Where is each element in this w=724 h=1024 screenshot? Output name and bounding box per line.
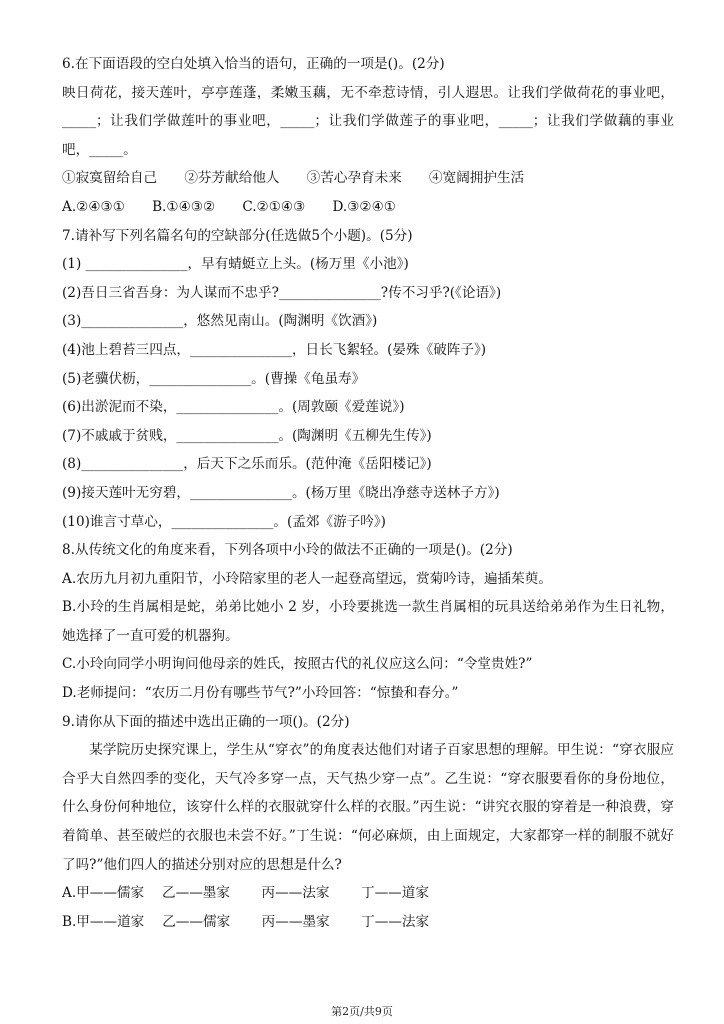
q7-title: 7.请补写下列名篇名句的空缺部分(任选做5个小题)。(5分) bbox=[62, 227, 413, 244]
q6-items: ①寂寞留给自己 ②芬芳献给他人 ③苦心孕育未来 ④宽阔拥护生活 bbox=[62, 170, 525, 187]
q7-item: (9)接天莲叶无穷碧，_______________。(杨万里《晓出净慈寺送林子方》) bbox=[62, 484, 500, 501]
q7-item: (5)老骥伏枥，_______________。(曹操《龟虽寿》 bbox=[62, 370, 366, 387]
q8-option-b: B.小玲的生肖属相是蛇，弟弟比她小 2 岁，小玲要挑选一款生肖属相的玩具送给弟弟作为生日礼物，她选择了一直可爱的机器狗。 bbox=[62, 599, 674, 644]
q7-item: (4)池上碧苔三四点，_______________，日长飞絮轻。(晏殊《破阵子》) bbox=[62, 341, 487, 358]
q9-option-b: B.甲——道家 乙——儒家 丙——墨家 丁——法家 bbox=[62, 913, 430, 930]
q7-item: (8)_______________，后天下之乐而乐。(范仲淹《岳阳楼记》) bbox=[62, 456, 432, 473]
page-content bbox=[62, 50, 674, 936]
q9-title: 9.请你从下面的描述中选出正确的一项()。(2分) bbox=[62, 713, 350, 730]
q7-item: (1) _______________，早有蜻蜓立上头。(杨万里《小池》) bbox=[62, 256, 409, 273]
q9-option-a: A.甲——儒家 乙——墨家 丙——法家 丁——道家 bbox=[62, 885, 429, 902]
q9-passage: 某学院历史探究课上，学生从“穿衣”的角度表达他们对诸子百家思想的理解。甲生说：“穿衣服应合乎大自然四季的变化，天气冷多穿一点，天气热少穿一点”。乙生说：“穿衣服要看你的身份地位，什么身份何种地位，该穿什么样的衣服就穿什么样的衣服。”丙生说：“讲究衣服的穿着是一种浪费，穿着简单、甚至破烂的衣服也未尝不好。”丁生说：“何必麻烦，由上面规定，大家都穿一样的制服不就好了吗?”他们四人的描述分别对应的思想是什么? bbox=[62, 742, 674, 873]
q7-item: (10)谁言寸草心，_______________。(孟郊《游子吟》) bbox=[62, 513, 386, 530]
q6-passage: 映日荷花，接天莲叶，亭亭莲蓬，柔嫩玉藕，无不牵惹诗情，引人遐思。让我们学做荷花的事业吧，_____；让我们学做莲叶的事业吧，_____；让我们学做莲子的事业吧，_____；让我们学做藕的事业吧，_____。 bbox=[62, 84, 674, 158]
page-footer: 第2页/共9页 bbox=[331, 1005, 393, 1018]
q8-option-a: A.农历九月初九重阳节，小玲陪家里的老人一起登高望远，赏菊吟诗，遍插茱萸。 bbox=[62, 570, 552, 587]
q8-option-d: D.老师提问：“农历二月份有哪些节气?”小玲回答：“惊蛰和春分。” bbox=[62, 685, 459, 702]
q8-option-c: C.小玲向同学小明询问他母亲的姓氏，按照古代的礼仪应这么问：“令堂贵姓?” bbox=[62, 656, 533, 673]
q8-title: 8.从传统文化的角度来看，下列各项中小玲的做法不正确的一项是()。(2分) bbox=[62, 542, 513, 559]
q7-item: (3)_______________，悠然见南山。(陶渊明《饮酒》) bbox=[62, 313, 378, 330]
q7-item: (7)不戚戚于贫贱，_______________。(陶渊明《五柳先生传》) bbox=[62, 427, 432, 444]
q7-item: (6)出淤泥而不染，_______________。(周敦颐《爱莲说》) bbox=[62, 399, 405, 416]
q6-options: A.②④③① B.①④③② C.②①④③ D.③②④① bbox=[62, 198, 396, 215]
q7-item: (2)吾日三省吾身：为人谋而不忠乎?_______________?传不习乎?(《论语》) bbox=[62, 284, 502, 301]
q6-title: 6.在下面语段的空白处填入恰当的语句，正确的一项是()。(2分) bbox=[62, 56, 445, 72]
